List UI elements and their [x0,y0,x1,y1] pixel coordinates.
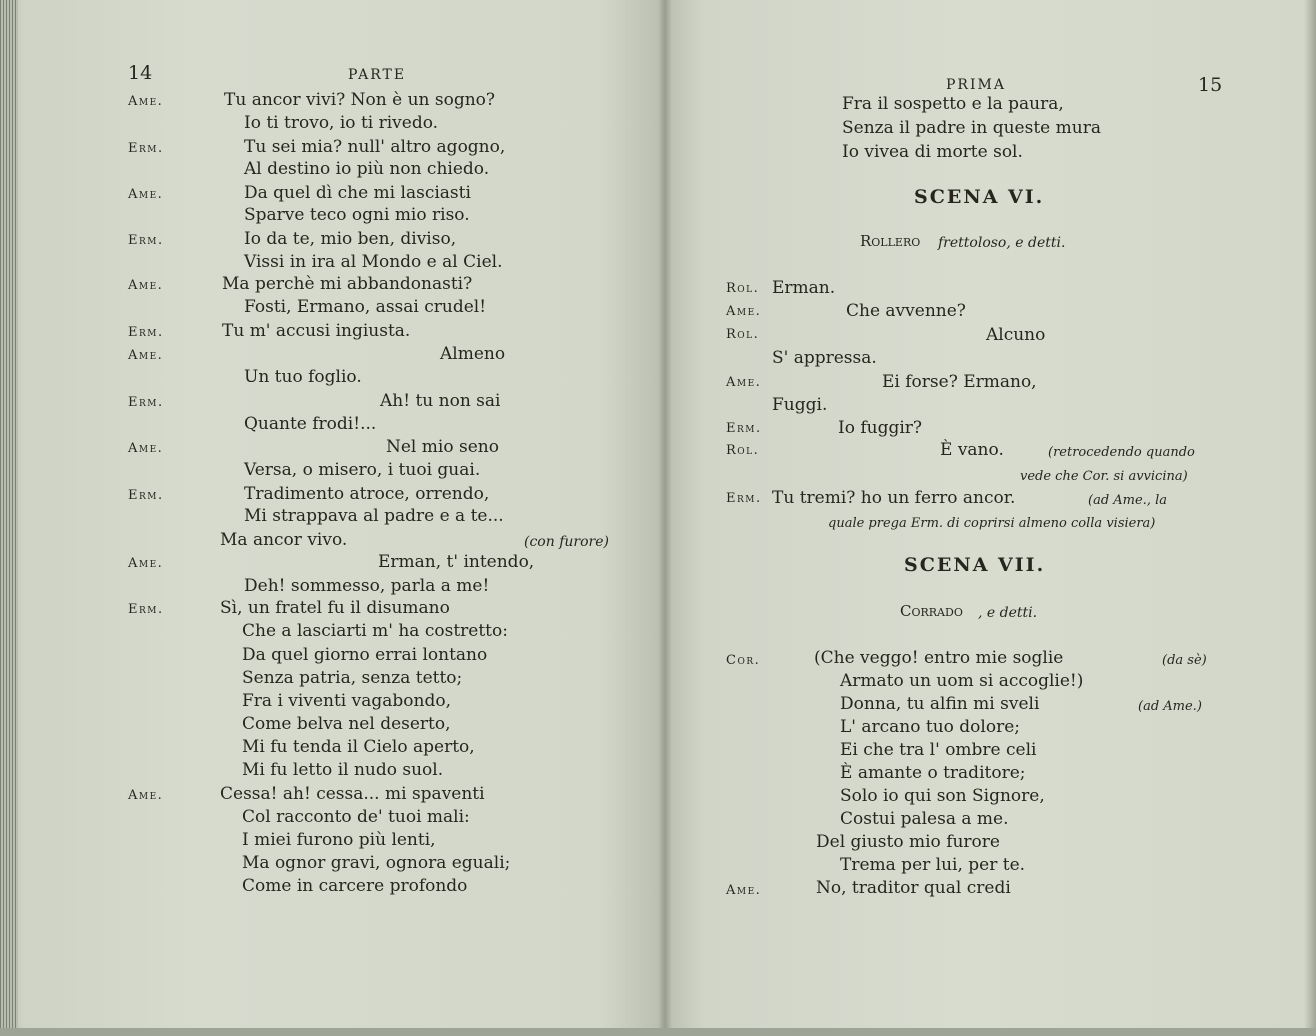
speaker-label: Ame. [128,94,164,109]
verse-line: Costui palesa a me. [840,809,1009,829]
speaker-label: Erm. [128,325,164,340]
speaker-label: Ame. [128,348,164,363]
running-head-left: PARTE [348,67,407,83]
verse-line: Al destino io più non chiedo. [244,159,490,179]
verse-line: Ei forse? Ermano, [882,372,1037,392]
verse-line: Sì, un fratel fu il disumano [220,598,450,618]
verse-line: Del giusto mio furore [816,832,1000,852]
verse-line: Io da te, mio ben, diviso, [244,229,457,249]
verse-line: Sparve teco ogni mio riso. [244,205,470,225]
speaker-label: Erm. [726,421,762,436]
verse-line: Cessa! ah! cessa... mi spaventi [220,784,485,804]
verse-line: Quante frodi!... [244,414,377,434]
scena-vi-character: Rollero [860,232,921,250]
verse-line: Mi fu tenda il Cielo aperto, [242,737,475,757]
stage-direction: (da sè) [1162,653,1207,668]
book-gutter [658,0,672,1036]
verse-line: È vano. [940,440,1004,460]
verse-line: Ma ognor gravi, ognora eguali; [242,853,511,873]
speaker-label: Ame. [128,278,164,293]
speaker-label: Erm. [128,141,164,156]
verse-line: Un tuo foglio. [244,367,362,387]
speaker-label: Rol. [726,281,760,296]
verse-line: Versa, o misero, i tuoi guai. [244,460,481,480]
scena-vi-title: SCENA VI. [914,186,1045,208]
speaker-label: Erm. [128,602,164,617]
stage-direction: (ad Ame.) [1138,699,1202,714]
speaker-label: Erm. [128,233,164,248]
verse-line: Fosti, Ermano, assai crudel! [244,297,487,317]
right-page [664,0,1316,1036]
verse-line: I miei furono più lenti, [242,830,436,850]
verse-line: S' appressa. [772,348,877,368]
verse-line: Da quel dì che mi lasciasti [244,183,471,203]
running-head-right: PRIMA [946,77,1006,93]
speaker-label: Ame. [726,304,762,319]
scena-vii-title: SCENA VII. [904,554,1046,576]
speaker-label: Erm. [128,395,164,410]
verse-line: Alcuno [986,325,1046,345]
speaker-label: Erm. [726,491,762,506]
speaker-label: Ame. [128,441,164,456]
page-number-left: 14 [128,62,153,84]
verse-line: Solo io qui son Signore, [840,786,1045,806]
verse-line: Fuggi. [772,395,828,415]
scena-vii-direction: , e detti. [978,605,1038,621]
verse-line: Almeno [440,344,506,364]
verse-line: Armato un uom si accoglie!) [840,671,1084,691]
verse-line: Col racconto de' tuoi mali: [242,807,470,827]
page-edges [0,0,18,1036]
verse-line: L' arcano tuo dolore; [840,717,1020,737]
opening-line: Senza il padre in queste mura [842,118,1101,138]
page-number-right: 15 [1198,74,1223,96]
speaker-label: Rol. [726,327,760,342]
speaker-label: Erm. [128,488,164,503]
speaker-label: Ame. [128,556,164,571]
speaker-label: Ame. [726,883,762,898]
verse-line: Nel mio seno [386,437,499,457]
stage-direction: quale prega Erm. di coprirsi almeno colla visiera) [828,516,1156,531]
stage-direction: vede che Cor. si avvicina) [1020,469,1188,484]
speaker-label: Ame. [128,788,164,803]
verse-line: Da quel giorno errai lontano [242,645,488,665]
verse-line: Deh! sommesso, parla a me! [244,576,490,596]
verse-line: Tradimento atroce, orrendo, [244,484,490,504]
verse-line: Ei che tra l' ombre celi [840,740,1037,760]
verse-line: Erman. [772,278,836,298]
verse-line: Tu ancor vivi? Non è un sogno? [224,90,496,110]
verse-line: Tu sei mia? null' altro agogno, [244,137,506,157]
stage-direction: (retrocedendo quando [1048,445,1195,460]
verse-line: Che a lasciarti m' ha costretto: [242,621,508,641]
verse-line: Donna, tu alfin mi sveli [840,694,1040,714]
verse-line: È amante o traditore; [840,763,1026,783]
scena-vi-direction: frettoloso, e detti. [938,235,1066,251]
stage-direction: (ad Ame., la [1088,493,1167,508]
verse-line: Fra i viventi vagabondo, [242,691,451,711]
verse-line: Erman, t' intendo, [378,552,535,572]
verse-line: Come belva nel deserto, [242,714,451,734]
scena-vii-character: Corrado [900,602,963,620]
verse-line: Tu m' accusi ingiusta. [222,321,411,341]
speaker-label: Ame. [726,375,762,390]
verse-line: No, traditor qual credi [816,878,1011,898]
verse-line: Come in carcere profondo [242,876,468,896]
opening-line: Fra il sospetto e la paura, [842,94,1064,114]
verse-line: Io ti trovo, io ti rivedo. [244,113,439,133]
speaker-label: Cor. [726,653,761,668]
speaker-label: Rol. [726,443,760,458]
verse-line: Senza patria, senza tetto; [242,668,463,688]
verse-line: Ah! tu non sai [380,391,501,411]
verse-line: Ma ancor vivo. [220,530,348,550]
verse-line: Mi strappava al padre e a te... [244,506,504,526]
verse-line: Tu tremi? ho un ferro ancor. [772,488,1016,508]
opening-line: Io vivea di morte sol. [842,142,1023,162]
verse-line: Ma perchè mi abbandonasti? [222,274,473,294]
stage-direction: (con furore) [524,534,609,550]
page-bottom-edge [0,1028,1316,1036]
verse-line: Vissi in ira al Mondo e al Ciel. [244,252,503,272]
verse-line: (Che veggo! entro mie soglie [814,648,1064,668]
verse-line: Trema per lui, per te. [840,855,1026,875]
verse-line: Io fuggir? [838,418,923,438]
verse-line: Mi fu letto il nudo suol. [242,760,444,780]
speaker-label: Ame. [128,187,164,202]
verse-line: Che avvenne? [846,301,966,321]
